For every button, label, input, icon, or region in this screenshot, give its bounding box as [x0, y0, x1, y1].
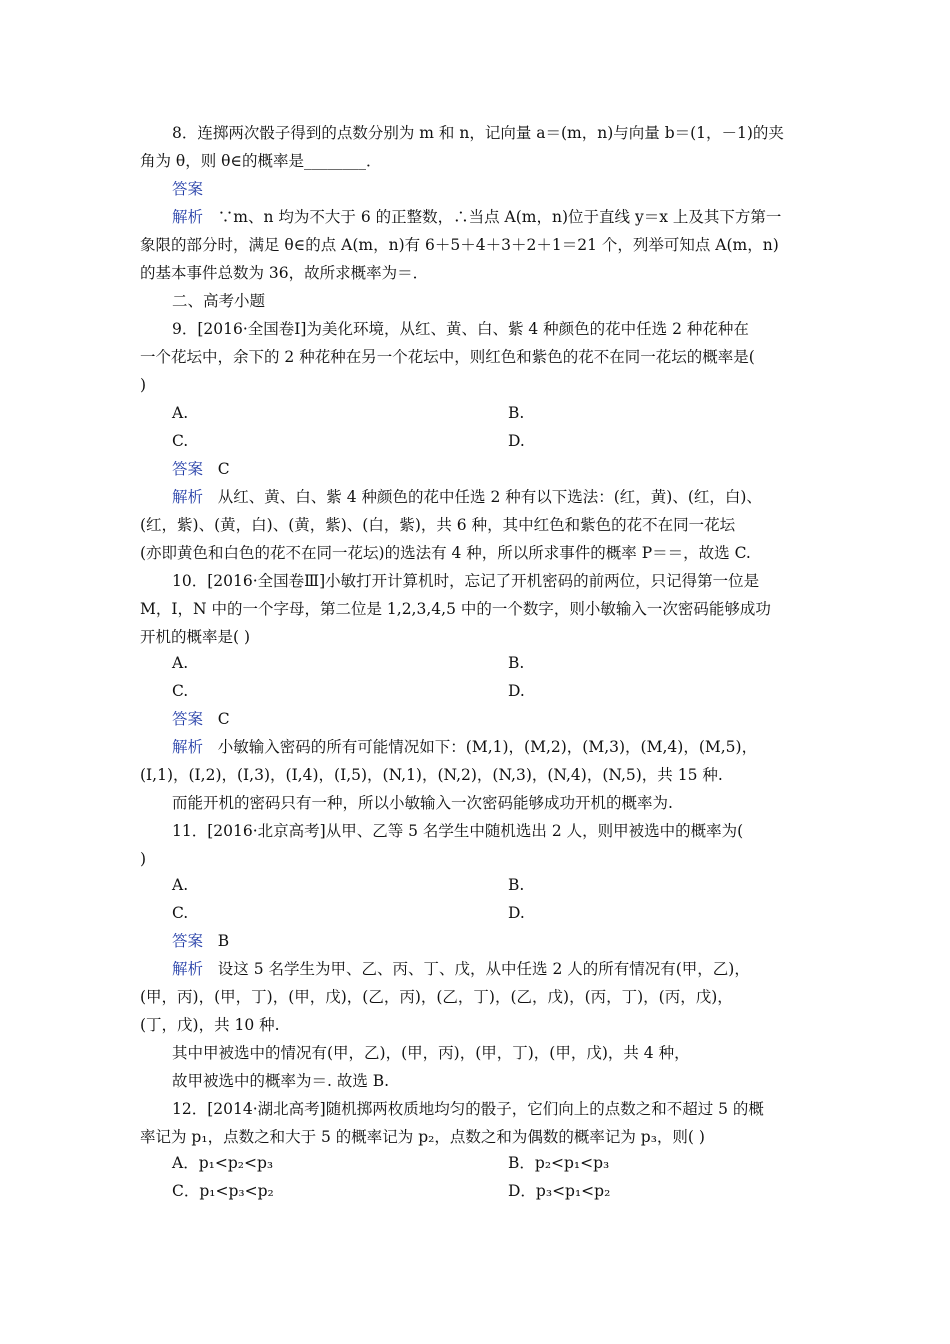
q10-analysis-line1 [172, 736, 852, 758]
q9-answer [172, 458, 852, 480]
q11-stem-line2: ) [140, 850, 147, 868]
q10-analysis-line3: 而能开机的密码只有一种，所以小敏输入一次密码能够成功开机的概率为. [172, 794, 673, 812]
q10-option-a: A. [172, 654, 189, 672]
q10-analysis-line2: (I,1)，(I,2)，(I,3)，(I,4)，(I,5)，(N,1)，(N,2)，(N,3)，(N,4)，(N,5)，共 15 种. [140, 766, 723, 784]
q9-option-a: A. [172, 404, 189, 422]
q11-option-b: B. [508, 876, 525, 894]
q10-option-c: C. [172, 682, 189, 700]
q8-stem-line2: 角为 θ，则 θ∈的概率是________． [140, 152, 382, 170]
q9-option-d: D. [508, 432, 525, 450]
q11-analysis-label: 解析 [172, 960, 204, 978]
q11-analysis-line4: 其中甲被选中的情况有(甲，乙)，(甲，丙)，(甲，丁)，(甲，戊)，共 4 种， [172, 1044, 690, 1062]
q10-option-b: B. [508, 654, 525, 672]
q12-stem-line1: 12．[2014·湖北高考]随机掷两枚质地均匀的骰子，它们向上的点数之和不超过 5 的概 [172, 1100, 764, 1118]
q9-analysis-label: 解析 [172, 488, 204, 506]
q11-option-d: D. [508, 904, 525, 922]
q11-analysis-line1 [172, 958, 852, 980]
q10-stem-line3: 开机的概率是( ) [140, 628, 251, 646]
q12-option-c: C．p₁<p₃<p₂ [172, 1182, 274, 1200]
q10-option-d: D. [508, 682, 525, 700]
q8-stem-line1: 8．连掷两次骰子得到的点数分别为 m 和 n，记向量 a＝(m，n)与向量 b＝(1，－1)的夹 [172, 124, 784, 142]
q11-answer [172, 930, 852, 952]
section-heading: 二、高考小题 [172, 292, 266, 310]
q11-analysis-line2: (甲，丙)，(甲，丁)，(甲，戊)，(乙，丙)，(乙，丁)，(乙，戊)，(丙，丁)，(丙，戊)， [140, 988, 733, 1006]
q8-analysis-label: 解析 [172, 208, 204, 226]
q9-analysis-text1: 从红、黄、白、紫 4 种颜色的花中任选 2 种有以下选法：(红，黄)、(红，白)、 [217, 488, 762, 506]
q11-analysis-line3: (丁，戊)，共 10 种. [140, 1016, 280, 1034]
q9-analysis-line3: (亦即黄色和白色的花不在同一花坛)的选法有 4 种，所以所求事件的概率 P＝＝，故选 C. [140, 544, 751, 562]
q8-analysis-line2: 象限的部分时，满足 θ∈的点 A(m，n)有 6＋5＋4＋3＋2＋1＝21 个，列举可知点 A(m，n) [140, 236, 779, 254]
q8-analysis-line1 [172, 206, 852, 228]
q11-option-c: C. [172, 904, 189, 922]
q10-analysis-text1: 小敏输入密码的所有可能情况如下：(M,1)，(M,2)，(M,3)，(M,4)，(M,5)， [217, 738, 758, 756]
q12-option-b: B．p₂<p₁<p₃ [508, 1154, 610, 1172]
q10-answer-label: 答案 [172, 710, 204, 728]
q11-answer-value: B [217, 932, 230, 950]
q9-option-c: C. [172, 432, 189, 450]
q11-answer-label: 答案 [172, 932, 204, 950]
q9-answer-label: 答案 [172, 460, 204, 478]
q12-option-d: D．p₃<p₁<p₂ [508, 1182, 611, 1200]
q9-analysis-line2: (红，紫)、(黄，白)、(黄，紫)、(白，紫)，共 6 种，其中红色和紫色的花不在同一花坛 [140, 516, 736, 534]
q9-stem-line1: 9．[2016·全国卷Ⅰ]为美化环境，从红、黄、白、紫 4 种颜色的花中任选 2 种花种在 [172, 320, 749, 338]
q11-stem-line1: 11．[2016·北京高考]从甲、乙等 5 名学生中随机选出 2 人，则甲被选中的概率为( [172, 822, 744, 840]
q8-analysis-text1: ∵m、n 均为不大于 6 的正整数，∴当点 A(m，n)位于直线 y＝x 上及其下方第一 [217, 208, 782, 226]
q12-stem-line2: 率记为 p₁，点数之和大于 5 的概率记为 p₂，点数之和为偶数的概率记为 p₃，则( ) [140, 1128, 705, 1146]
q9-option-b: B. [508, 404, 525, 422]
q9-stem-line2: 一个花坛中，余下的 2 种花种在另一个花坛中，则红色和紫色的花不在同一花坛的概率是( [140, 348, 755, 366]
q10-answer [172, 708, 852, 730]
q10-stem-line2: M，I，N 中的一个字母，第二位是 1,2,3,4,5 中的一个数字，则小敏输入一次密码能够成功 [140, 600, 771, 618]
q11-analysis-text1: 设这 5 名学生为甲、乙、丙、丁、戊，从中任选 2 人的所有情况有(甲，乙)， [217, 960, 750, 978]
q12-option-a: A．p₁<p₂<p₃ [172, 1154, 274, 1172]
q10-stem-line1: 10．[2016·全国卷Ⅲ]小敏打开计算机时，忘记了开机密码的前两位，只记得第一位是 [172, 572, 760, 590]
q11-option-a: A. [172, 876, 189, 894]
q9-stem-line3: ) [140, 376, 147, 394]
q9-answer-value: C [217, 460, 230, 478]
q9-analysis-line1 [172, 486, 852, 508]
q11-analysis-line5: 故甲被选中的概率为＝. 故选 B. [172, 1072, 390, 1090]
q10-analysis-label: 解析 [172, 738, 204, 756]
q8-answer-label: 答案 [172, 180, 204, 198]
q8-analysis-line3: 的基本事件总数为 36，故所求概率为＝． [140, 264, 429, 282]
q10-answer-value: C [217, 710, 230, 728]
